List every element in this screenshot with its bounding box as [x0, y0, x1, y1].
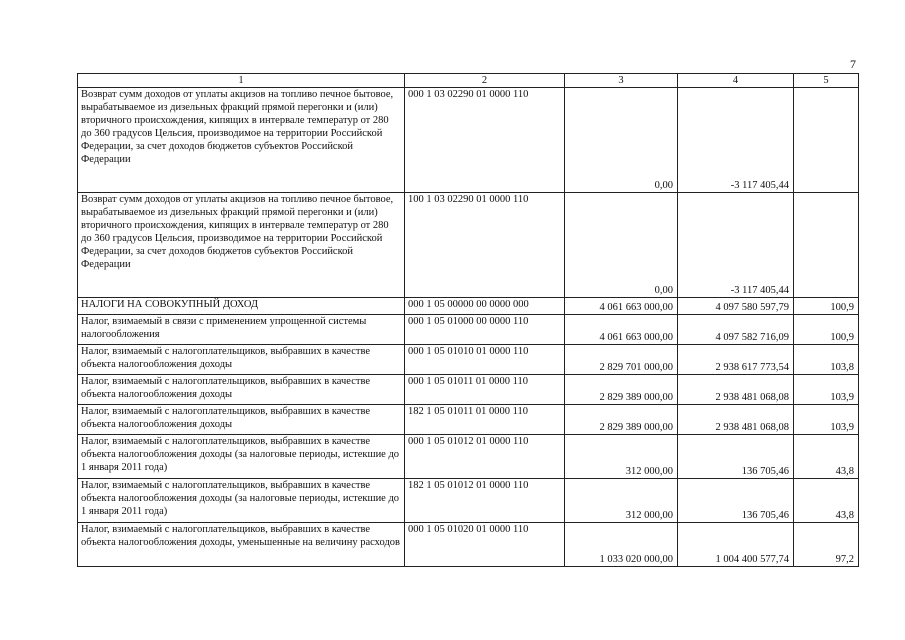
- row-code: 000 1 05 01012 01 0000 110: [405, 435, 565, 479]
- row-name: Налог, взимаемый в связи с применением упрощенной системы налогообложения: [78, 315, 405, 345]
- row-plan: 312 000,00: [565, 435, 678, 479]
- row-fact: 2 938 481 068,08: [678, 405, 794, 435]
- row-plan: 2 829 389 000,00: [565, 405, 678, 435]
- row-plan: 4 061 663 000,00: [565, 298, 678, 315]
- row-fact: 136 705,46: [678, 479, 794, 523]
- row-fact: -3 117 405,44: [678, 88, 794, 193]
- column-header: 4: [678, 74, 794, 88]
- row-fact: 2 938 617 773,54: [678, 345, 794, 375]
- row-name: Налог, взимаемый с налогоплательщиков, выбравших в качестве объекта налогообложения доходы, уменьшенные на величину расходов: [78, 523, 405, 567]
- row-plan: 2 829 701 000,00: [565, 345, 678, 375]
- column-header: 1: [78, 74, 405, 88]
- row-plan: 312 000,00: [565, 479, 678, 523]
- row-code: 000 1 05 01011 01 0000 110: [405, 375, 565, 405]
- row-name: НАЛОГИ НА СОВОКУПНЫЙ ДОХОД: [78, 298, 405, 315]
- row-code: 000 1 05 01000 00 0000 110: [405, 315, 565, 345]
- row-name: Налог, взимаемый с налогоплательщиков, выбравших в качестве объекта налогообложения доходы: [78, 405, 405, 435]
- row-fact: 2 938 481 068,08: [678, 375, 794, 405]
- column-header: 5: [794, 74, 859, 88]
- row-name: Налог, взимаемый с налогоплательщиков, выбравших в качестве объекта налогообложения доходы: [78, 345, 405, 375]
- row-plan: 0,00: [565, 88, 678, 193]
- table-row: [78, 405, 859, 435]
- row-code: 000 1 03 02290 01 0000 110: [405, 88, 565, 193]
- row-name: Налог, взимаемый с налогоплательщиков, выбравших в качестве объекта налогообложения доходы (за налоговые периоды, истекшие до 1 января 2011 года): [78, 435, 405, 479]
- row-fact: 4 097 580 597,79: [678, 298, 794, 315]
- table-row: [78, 298, 859, 315]
- row-name: Возврат сумм доходов от уплаты акцизов на топливо печное бытовое, вырабатываемое из дизельных фракций прямой перегонки и (или) вторичного происхождения, кипящих в интервале температур от 280 до 360 градусов Цельсия, производимое на территории Российской Федерации, за счет доходов бюджетов субъектов Российской Федерации: [78, 193, 405, 298]
- row-code: 100 1 03 02290 01 0000 110: [405, 193, 565, 298]
- row-code: 000 1 05 01010 01 0000 110: [405, 345, 565, 375]
- column-header: 3: [565, 74, 678, 88]
- table-row: [78, 315, 859, 345]
- row-code: 000 1 05 01020 01 0000 110: [405, 523, 565, 567]
- table-row: [78, 435, 859, 479]
- row-fact: 136 705,46: [678, 435, 794, 479]
- row-percent: [794, 193, 859, 298]
- row-percent: 100,9: [794, 298, 859, 315]
- row-fact: 4 097 582 716,09: [678, 315, 794, 345]
- column-header: 2: [405, 74, 565, 88]
- row-plan: 1 033 020 000,00: [565, 523, 678, 567]
- row-percent: 43,8: [794, 479, 859, 523]
- row-percent: 103,9: [794, 405, 859, 435]
- page-number: 7: [850, 57, 856, 71]
- table-row: [78, 345, 859, 375]
- row-name: Возврат сумм доходов от уплаты акцизов на топливо печное бытовое, вырабатываемое из дизельных фракций прямой перегонки и (или) вторичного происхождения, кипящих в интервале температур от 280 до 360 градусов Цельсия, производимое на территории Российской Федерации, за счет доходов бюджетов субъектов Российской Федерации: [78, 88, 405, 193]
- table-row: [78, 523, 859, 567]
- row-percent: 43,8: [794, 435, 859, 479]
- table-row: [78, 375, 859, 405]
- row-percent: 103,8: [794, 345, 859, 375]
- row-percent: 103,9: [794, 375, 859, 405]
- row-percent: 100,9: [794, 315, 859, 345]
- table-row: [78, 479, 859, 523]
- row-fact: 1 004 400 577,74: [678, 523, 794, 567]
- table-row: [78, 193, 859, 298]
- row-fact: -3 117 405,44: [678, 193, 794, 298]
- row-plan: 2 829 389 000,00: [565, 375, 678, 405]
- row-percent: [794, 88, 859, 193]
- row-name: Налог, взимаемый с налогоплательщиков, выбравших в качестве объекта налогообложения доходы: [78, 375, 405, 405]
- budget-table: [77, 73, 859, 567]
- row-plan: 0,00: [565, 193, 678, 298]
- row-percent: 97,2: [794, 523, 859, 567]
- table-row: [78, 88, 859, 193]
- row-name: Налог, взимаемый с налогоплательщиков, выбравших в качестве объекта налогообложения доходы (за налоговые периоды, истекшие до 1 января 2011 года): [78, 479, 405, 523]
- row-code: 182 1 05 01011 01 0000 110: [405, 405, 565, 435]
- row-code: 000 1 05 00000 00 0000 000: [405, 298, 565, 315]
- row-code: 182 1 05 01012 01 0000 110: [405, 479, 565, 523]
- row-plan: 4 061 663 000,00: [565, 315, 678, 345]
- table-header-row: [78, 74, 859, 88]
